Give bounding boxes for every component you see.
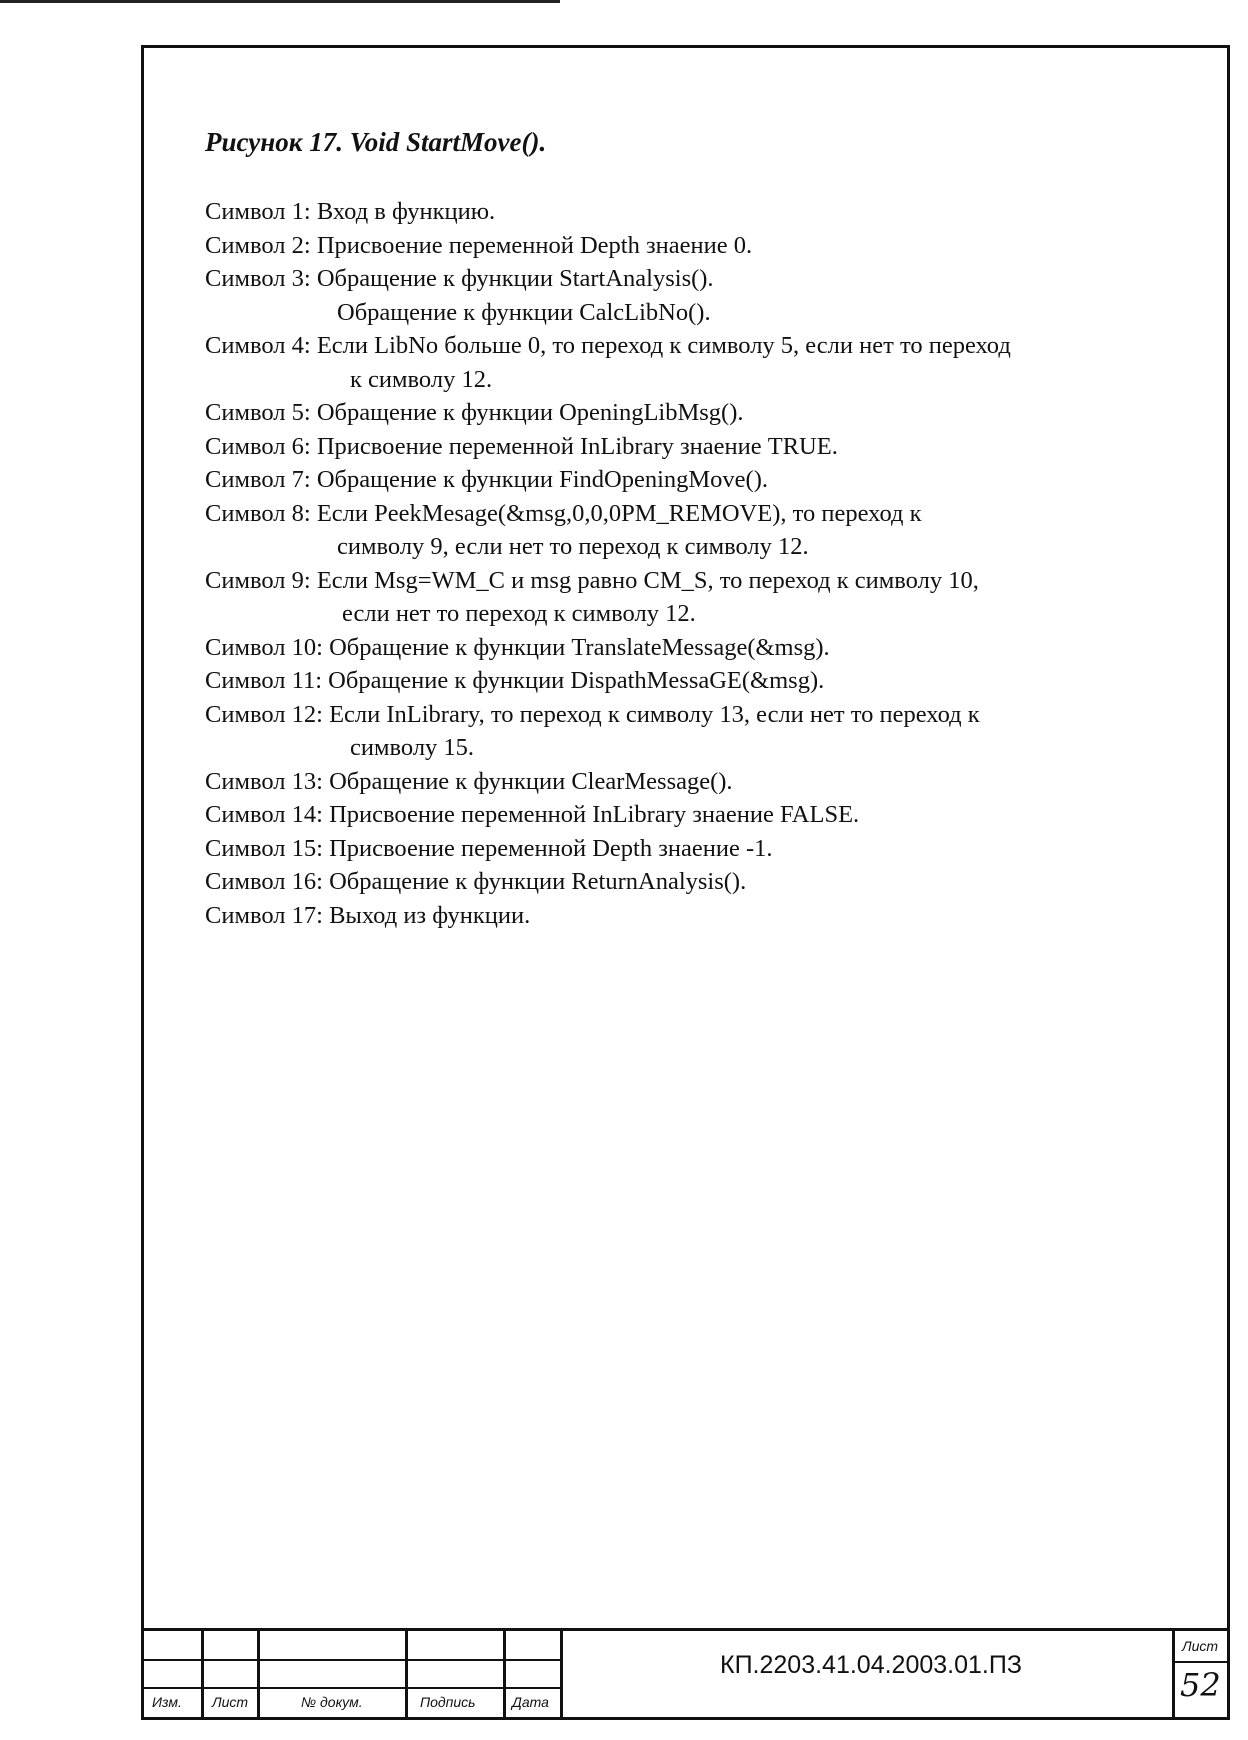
symbol-line-4-continued: к символу 12. — [350, 365, 493, 393]
symbol-line-2: Символ 2: Присвоение переменной Depth знаение 0. — [205, 231, 753, 259]
col-doc-label: № докум. — [301, 1694, 363, 1710]
symbol-line-5: Символ 5: Обращение к функции OpeningLibMsg(). — [205, 399, 744, 426]
title-block-divider — [503, 1631, 506, 1717]
symbol-line-10: Символ 10: Обращение к функции TranslateMessage(&msg). — [205, 633, 830, 661]
symbol-line-13: Символ 13: Обращение к функции ClearMessage(). — [205, 767, 733, 795]
symbol-line-17: Символ 17: Выход из функции. — [205, 901, 531, 929]
figure-caption: Рисунок 17. Void StartMove(). — [205, 127, 547, 157]
sheet-cell-line — [1172, 1661, 1227, 1663]
title-block-divider — [560, 1631, 563, 1717]
col-date-label: Дата — [512, 1694, 549, 1710]
symbol-line-16: Символ 16: Обращение к функции ReturnAnalysis(). — [205, 868, 747, 895]
sheet-label: Лист — [1182, 1638, 1219, 1654]
symbol-description-list — [205, 195, 1215, 932]
symbol-line-12-continued: символу 15. — [350, 734, 475, 761]
symbol-line-4: Символ 4: Если LibNo больше 0, то переход к символу 5, если нет то переход — [205, 332, 1011, 359]
title-block-divider — [405, 1631, 408, 1717]
sheet-number: 52 — [1180, 1666, 1221, 1704]
title-block-divider — [1172, 1631, 1175, 1717]
symbol-line-11: Символ 11: Обращение к функции DispathMessaGE(&msg). — [205, 667, 825, 694]
symbol-line-12: Символ 12: Если InLibrary, то переход к символу 13, если нет то переход к — [205, 700, 980, 728]
symbol-line-9-continued: если нет то переход к символу 12. — [342, 600, 696, 627]
title-block-divider — [201, 1631, 204, 1717]
title-block-row-line — [144, 1659, 560, 1661]
scan-top-rule — [0, 0, 560, 3]
col-sign-label: Подпись — [420, 1694, 476, 1710]
symbol-line-8: Символ 8: Если PeekMesage(&msg,0,0,0PM_REMOVE), то переход к — [205, 499, 922, 527]
document-code: КП.2203.41.04.2003.01.ПЗ — [720, 1651, 1022, 1679]
title-block-row-line — [144, 1687, 560, 1689]
title-block — [144, 1628, 1227, 1717]
symbol-line-3-continued: Обращение к функции CalcLibNo(). — [337, 298, 711, 326]
symbol-line-14: Символ 14: Присвоение переменной InLibrary знаение FALSE. — [205, 801, 860, 828]
col-izm-label: Изм. — [152, 1694, 182, 1710]
title-block-divider — [257, 1631, 260, 1717]
symbol-line-3: Символ 3: Обращение к функции StartAnalysis(). — [205, 265, 714, 292]
symbol-line-1: Символ 1: Вход в функцию. — [205, 198, 496, 225]
symbol-line-7: Символ 7: Обращение к функции FindOpeningMove(). — [205, 466, 768, 493]
symbol-line-9: Символ 9: Если Msg=WM_C и msg равно CM_S, то переход к символу 10, — [205, 566, 979, 594]
symbol-line-6: Символ 6: Присвоение переменной InLibrary знаение TRUE. — [205, 432, 838, 460]
col-list-label: Лист — [212, 1694, 249, 1710]
symbol-line-15: Символ 15: Присвоение переменной Depth знаение -1. — [205, 834, 773, 862]
symbol-line-8-continued: символу 9, если нет то переход к символу 12. — [337, 533, 809, 560]
